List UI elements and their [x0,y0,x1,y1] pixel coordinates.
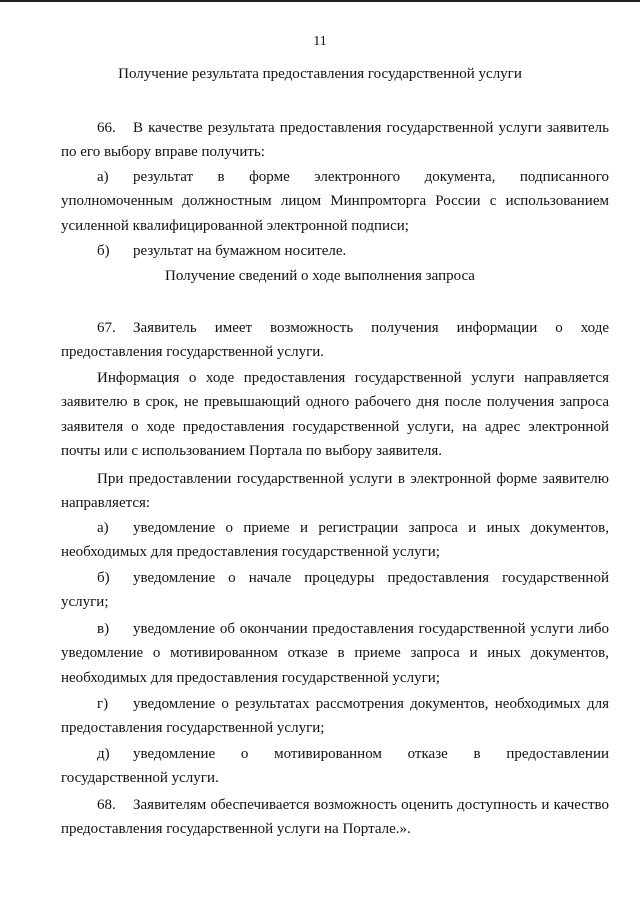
list-label: б) [97,570,110,586]
list-item-a-electronic [61,165,609,238]
list-text: уведомление о мотивированном отказе в предоставлении государственной услуги. [61,746,609,787]
list-item-b-paper [61,239,609,263]
paragraph-number: 66. [97,120,116,136]
paragraph-67 [61,316,609,365]
top-border-line [0,0,640,2]
paragraph-68 [61,793,609,842]
section-heading-progress: Получение сведений о ходе выполнения запроса [165,268,475,284]
paragraph-number: 68. [97,797,116,813]
paragraph-number: 67. [97,320,116,336]
list-text: уведомление о приеме и регистрации запроса и иных документов, необходимых для предоставления государственной услуги; [61,520,609,561]
notice-item-v [61,617,609,690]
list-label: б) [97,243,110,259]
list-text: уведомление об окончании предоставления государственной услуги либо уведомление о мотивированном отказе в приеме запроса и иных документов, необходимых для предоставления государственной услуги; [61,621,609,686]
list-label: а) [97,169,109,185]
paragraph-info: Информация о ходе предоставления государственной услуги направляется заявителю в срок, не превышающий одного рабочего дня после получения запроса заявителя о ходе предоставления государственной услуги, на адрес электронной почты или с использованием Портала по выбору заявителя. [61,370,609,460]
list-label: г) [97,696,109,712]
paragraph-text: В качестве результата предоставления государственной услуги заявитель по его выбору вправе получить: [61,120,609,161]
list-text: уведомление о начале процедуры предоставления государственной услуги; [61,570,609,611]
paragraph-electronic: При предоставлении государственной услуги в электронной форме заявителю направляется: [61,471,609,512]
notice-item-b [61,566,609,615]
list-text: уведомление о результатах рассмотрения документов, необходимых для предоставления государственной услуги; [61,696,609,737]
notice-item-g [61,692,609,741]
list-label: д) [97,746,110,762]
list-label: в) [97,621,110,637]
paragraph-text: Заявителям обеспечивается возможность оценить доступность и качество предоставления государственной услуги на Портале.». [61,797,609,838]
section-heading-result: Получение результата предоставления государственной услуги [118,66,522,82]
list-label: а) [97,520,109,536]
list-text: результат на бумажном носителе. [133,243,347,259]
notice-item-d [61,742,609,791]
list-text: результат в форме электронного документа, подписанного уполномоченным должностным лицом Минпромторга России с использованием усиленной квалифицированной электронной подписи; [61,169,609,234]
page-number: 11 [313,34,327,49]
paragraph-66 [61,116,609,165]
notice-item-a [61,516,609,565]
paragraph-text: Заявитель имеет возможность получения информации о ходе предоставления государственной услуги. [61,320,609,361]
